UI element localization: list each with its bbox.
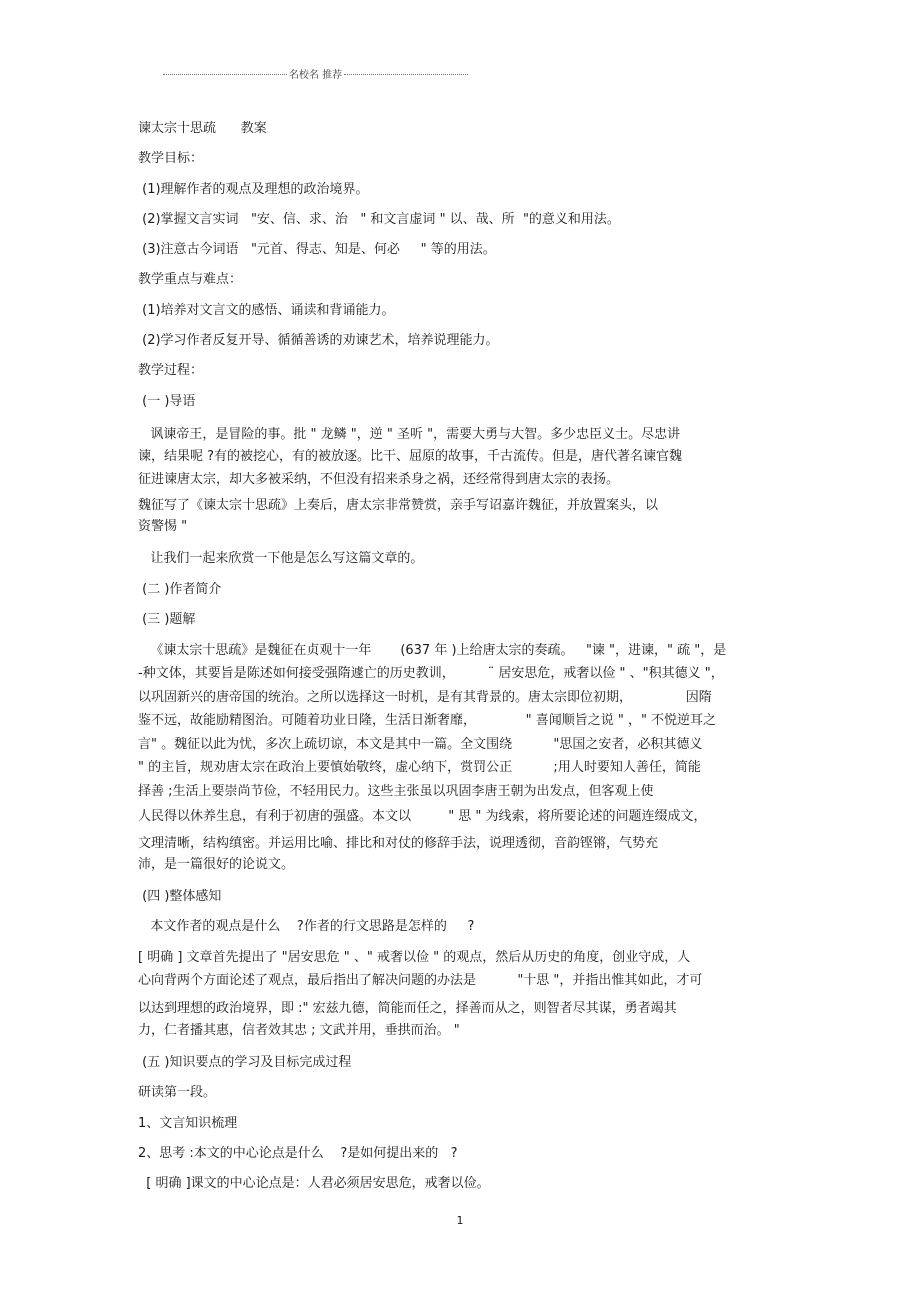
text-line: 以达到理想的政治境界，即 :" 宏兹九德，简能而任之，择善而从之，则智者尽其谋，勇者竭其	[138, 1001, 677, 1016]
text-line: 2、思考 :本文的中心论点是什么 ?是如何提出来的 ?	[138, 1146, 458, 1161]
text-line: (2)学习作者反复开导、循循善诱的劝谏艺术，培养说理能力。	[138, 333, 499, 348]
text-line: 谏，结果呢 ?有的被挖心，有的被放逐。比干、屈原的故事，千古流传。但是，唐代著名谏官魏	[138, 449, 683, 464]
text-line: 人民得以休养生息，有利于初唐的强盛。本文以 " 思 " 为线索，将所要论述的问题连缀成文，	[138, 809, 707, 824]
header-dotted-rule-right	[344, 74, 468, 75]
subsection-heading: (一 )导语	[138, 394, 196, 409]
text-line: 沛，是一篇很好的论说文。	[138, 857, 295, 872]
subsection-heading: (四 )整体感知	[138, 889, 222, 904]
text-line: 心向背两个方面论述了观点，最后指出了解决问题的办法是 "十思 "，并指出惟其如此，才可	[138, 973, 703, 988]
page-number: 1	[456, 1214, 464, 1227]
text-line: (2)掌握文言实词 "安、信、求、治 " 和文言虚词 " 以、哉、所 "的意义和用法。	[138, 212, 620, 227]
text-line: 以巩固新兴的唐帝国的统治。之所以选择这一时机，是有其背景的。唐太宗即位初期， 因隋	[138, 690, 712, 705]
section-heading: 教学过程：	[138, 363, 204, 378]
text-line: 力，仁者播其惠，信者效其忠 ; 文武并用，垂拱而治。 "	[138, 1023, 460, 1038]
subsection-heading: (二 )作者简介	[138, 582, 222, 597]
text-line: (3)注意古今词语 "元首、得志、知是、何必 " 等的用法。	[138, 242, 496, 257]
text-line: 资警惕 "	[138, 519, 188, 534]
text-line: 择善 ;生活上要崇尚节俭，不轻用民力。这些主张虽以巩固李唐王朝为出发点，但客观上使	[138, 784, 654, 799]
text-line: 研读第一段。	[138, 1085, 217, 1100]
doc-title: 谏太宗十思疏 教案	[138, 121, 267, 136]
text-line: 魏征写了《谏太宗十思疏》上奏后，唐太宗非常赞赏，亲手写诏嘉许魏征，并放置案头，以	[138, 498, 659, 513]
text-line: 言" 。魏征以此为忧，多次上疏切谅，本文是其中一篇。全文围绕 "思国之安者，必积其德义	[138, 737, 703, 752]
page-header	[163, 66, 468, 80]
text-line: -种文体，其要旨是陈述如何接受强隋遽亡的历史教训， ¨ 居安思危，戒奢以俭 " 、"积其德义 "，	[138, 666, 724, 681]
text-line: 本文作者的观点是什么 ?作者的行文思路是怎样的 ?	[138, 919, 475, 934]
text-line: 征进谏唐太宗，却大多被采纳，不但没有招来杀身之祸，还经常得到唐太宗的表扬。	[138, 472, 620, 487]
text-line: 讽谏帝王，是冒险的事。批 " 龙鳞 "，逆 " 圣听 "，需要大勇与大智。多少忠臣义士。尽忠讲	[138, 427, 681, 442]
text-line: (1)理解作者的观点及理想的政治境界。	[138, 182, 369, 197]
text-line: (1)培养对文言文的感悟、诵读和背诵能力。	[138, 303, 395, 318]
text-line: 文理清晰，结构缜密。并运用比喻、排比和对仗的修辞手法，说理透彻，音韵铿锵，气势充	[138, 836, 659, 851]
section-heading: 教学重点与难点：	[138, 272, 243, 287]
text-line: 让我们一起来欣赏一下他是怎么写这篇文章的。	[138, 551, 424, 566]
subsection-heading: (三 )题解	[138, 612, 196, 627]
text-line: 鉴不远，故能励精图治。可随着功业日隆，生活日渐奢靡， " 喜闻顺旨之说 " ，" 不悦逆耳之	[138, 713, 717, 728]
text-line: 1、文言知识梳理	[138, 1116, 238, 1131]
text-line: [ 明确 ]课文的中心论点是：人君必须居安思危，戒奢以俭。	[138, 1176, 490, 1191]
text-line: [ 明确 ] 文章首先提出了 "居安思危 " 、" 戒奢以俭 " 的观点，然后从历史的角度，创业守成，人	[138, 950, 691, 965]
text-line: " 的主旨，规劝唐太宗在政治上要慎始敬终，虚心纳下，赏罚公正 ;用人时要知人善任，简能	[138, 760, 701, 775]
header-text: 名校名 推荐	[288, 69, 343, 81]
header-dotted-rule-left	[163, 74, 287, 75]
section-heading: 教学目标：	[138, 151, 204, 166]
text-line: 《谏太宗十思疏》是魏征在贞观十一年 (637 年 )上给唐太宗的奏疏。 "谏 "，进谏，" 疏 "，是	[138, 643, 727, 658]
subsection-heading: (五 )知识要点的学习及目标完成过程	[138, 1055, 352, 1070]
